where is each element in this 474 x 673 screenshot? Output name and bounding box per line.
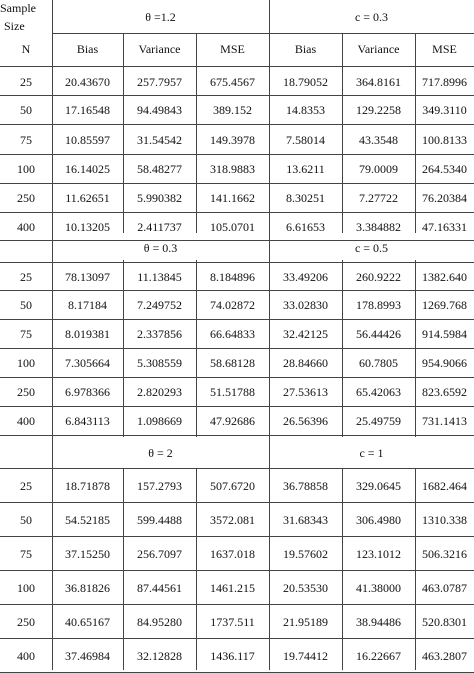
value-cell: 5.990382 bbox=[137, 191, 182, 205]
row-divider bbox=[0, 348, 474, 349]
row-divider bbox=[0, 570, 474, 571]
value-cell: 178.8993 bbox=[356, 298, 401, 312]
sample-size-cell: 75 bbox=[20, 547, 32, 561]
value-cell: 364.8161 bbox=[356, 75, 401, 89]
value-cell: 7.249752 bbox=[137, 298, 182, 312]
value-cell: 20.53530 bbox=[283, 581, 328, 595]
value-cell: 731.1413 bbox=[422, 414, 467, 428]
value-cell: 32.42125 bbox=[283, 327, 328, 341]
value-cell: 11.62651 bbox=[65, 191, 110, 205]
sample-size-cell: 400 bbox=[17, 220, 35, 234]
value-cell: 47.16331 bbox=[422, 220, 467, 234]
header-bottom-line bbox=[0, 66, 474, 67]
header-col-variance: Variance bbox=[357, 42, 400, 56]
value-cell: 27.53613 bbox=[283, 385, 328, 399]
row-divider bbox=[0, 604, 474, 605]
header-sample-label: Sample bbox=[0, 1, 36, 15]
value-cell: 389.152 bbox=[213, 103, 252, 117]
value-cell: 2.411737 bbox=[137, 220, 182, 234]
value-cell: 507.6720 bbox=[210, 479, 255, 493]
section-title-divider bbox=[0, 262, 474, 263]
sample-size-cell: 25 bbox=[20, 75, 32, 89]
value-cell: 28.84660 bbox=[283, 356, 328, 370]
value-cell: 3572.081 bbox=[210, 513, 255, 527]
row-divider bbox=[0, 183, 474, 184]
column-divider bbox=[342, 260, 343, 437]
value-cell: 157.2793 bbox=[137, 479, 182, 493]
value-cell: 78.13097 bbox=[65, 270, 110, 284]
value-cell: 2.820293 bbox=[137, 385, 182, 399]
column-divider bbox=[123, 33, 124, 233]
row-divider bbox=[0, 240, 474, 241]
sample-size-cell: 50 bbox=[20, 513, 32, 527]
value-cell: 1682.464 bbox=[422, 479, 467, 493]
sample-size-cell: 25 bbox=[20, 270, 32, 284]
value-cell: 6.61653 bbox=[286, 220, 325, 234]
value-cell: 123.1012 bbox=[356, 547, 401, 561]
value-cell: 40.65167 bbox=[65, 615, 110, 629]
header-col-bias: Bias bbox=[76, 42, 99, 56]
value-cell: 38.94486 bbox=[356, 615, 401, 629]
value-cell: 675.4567 bbox=[210, 75, 255, 89]
sample-size-cell: 400 bbox=[17, 414, 35, 428]
value-cell: 3.384882 bbox=[356, 220, 401, 234]
sample-size-cell: 250 bbox=[17, 615, 35, 629]
value-cell: 56.44426 bbox=[356, 327, 401, 341]
row-divider bbox=[0, 95, 474, 96]
value-cell: 87.44561 bbox=[137, 581, 182, 595]
value-cell: 84.95280 bbox=[137, 615, 182, 629]
column-divider bbox=[415, 260, 416, 437]
header-col-mse: MSE bbox=[220, 42, 245, 56]
value-cell: 16.22667 bbox=[356, 649, 401, 663]
sample-size-cell: 100 bbox=[17, 356, 35, 370]
value-cell: 31.68343 bbox=[283, 513, 328, 527]
value-cell: 60.7805 bbox=[359, 356, 398, 370]
value-cell: 36.78858 bbox=[283, 479, 328, 493]
sample-size-cell: 100 bbox=[17, 581, 35, 595]
value-cell: 914.5984 bbox=[422, 327, 467, 341]
value-cell: 1.098669 bbox=[137, 414, 182, 428]
value-cell: 717.8996 bbox=[422, 75, 467, 89]
sample-size-cell: 50 bbox=[20, 298, 32, 312]
value-cell: 463.0787 bbox=[422, 581, 467, 595]
value-cell: 31.54542 bbox=[137, 133, 182, 147]
value-cell: 17.16548 bbox=[65, 103, 110, 117]
value-cell: 6.978366 bbox=[65, 385, 110, 399]
value-cell: 51.51788 bbox=[210, 385, 255, 399]
value-cell: 129.2258 bbox=[356, 103, 401, 117]
value-cell: 8.30251 bbox=[286, 191, 325, 205]
value-cell: 47.92686 bbox=[210, 414, 255, 428]
value-cell: 43.3548 bbox=[359, 133, 398, 147]
value-cell: 1382.640 bbox=[422, 270, 467, 284]
value-cell: 58.48277 bbox=[137, 162, 182, 176]
value-cell: 33.49206 bbox=[283, 270, 328, 284]
value-cell: 2.337856 bbox=[137, 327, 182, 341]
column-divider bbox=[269, 0, 270, 670]
value-cell: 10.13205 bbox=[65, 220, 110, 234]
value-cell: 260.9222 bbox=[356, 270, 401, 284]
value-cell: 520.8301 bbox=[422, 615, 467, 629]
header-col-variance: Variance bbox=[138, 42, 181, 56]
value-cell: 25.49759 bbox=[356, 414, 401, 428]
value-cell: 954.9066 bbox=[422, 356, 467, 370]
value-cell: 5.308559 bbox=[137, 356, 182, 370]
value-cell: 1461.215 bbox=[210, 581, 255, 595]
value-cell: 10.85597 bbox=[65, 133, 110, 147]
row-divider bbox=[0, 154, 474, 155]
value-cell: 1269.768 bbox=[422, 298, 467, 312]
sample-size-cell: 75 bbox=[20, 327, 32, 341]
value-cell: 8.184896 bbox=[210, 270, 255, 284]
header-size-label: Size bbox=[4, 19, 25, 33]
value-cell: 1310.338 bbox=[422, 513, 467, 527]
section-3-right-title: c = 1 bbox=[359, 446, 384, 460]
value-cell: 18.71878 bbox=[65, 479, 110, 493]
column-divider bbox=[196, 33, 197, 233]
value-cell: 37.46984 bbox=[65, 649, 110, 663]
row-divider bbox=[0, 406, 474, 407]
sample-size-cell: 100 bbox=[17, 162, 35, 176]
value-cell: 8.17184 bbox=[68, 298, 107, 312]
row-divider bbox=[0, 290, 474, 291]
value-cell: 76.20384 bbox=[422, 191, 467, 205]
value-cell: 13.6211 bbox=[286, 162, 325, 176]
value-cell: 94.49843 bbox=[137, 103, 182, 117]
header-split-line bbox=[52, 33, 474, 34]
value-cell: 7.305664 bbox=[65, 356, 110, 370]
value-cell: 19.57602 bbox=[283, 547, 328, 561]
value-cell: 37.15250 bbox=[65, 547, 110, 561]
value-cell: 318.9883 bbox=[210, 162, 255, 176]
column-divider bbox=[123, 260, 124, 437]
value-cell: 11.13845 bbox=[137, 270, 182, 284]
value-cell: 58.68128 bbox=[210, 356, 255, 370]
sample-size-cell: 400 bbox=[17, 649, 35, 663]
column-divider bbox=[342, 33, 343, 233]
value-cell: 19.74412 bbox=[283, 649, 328, 663]
value-cell: 1637.018 bbox=[210, 547, 255, 561]
column-divider bbox=[52, 0, 53, 670]
value-cell: 21.95189 bbox=[283, 615, 328, 629]
section-title-divider bbox=[0, 468, 474, 469]
sample-size-cell: 25 bbox=[20, 479, 32, 493]
value-cell: 100.8133 bbox=[422, 133, 467, 147]
value-cell: 329.0645 bbox=[356, 479, 401, 493]
column-divider bbox=[415, 468, 416, 670]
value-cell: 105.0701 bbox=[210, 220, 255, 234]
value-cell: 349.3110 bbox=[422, 103, 467, 117]
value-cell: 20.43670 bbox=[65, 75, 110, 89]
row-divider bbox=[0, 377, 474, 378]
value-cell: 74.02872 bbox=[210, 298, 255, 312]
sample-size-cell: 75 bbox=[20, 133, 32, 147]
header-col-bias: Bias bbox=[294, 42, 317, 56]
column-divider bbox=[342, 468, 343, 670]
sample-size-cell: 250 bbox=[17, 385, 35, 399]
value-cell: 264.5340 bbox=[422, 162, 467, 176]
value-cell: 36.81826 bbox=[65, 581, 110, 595]
value-cell: 65.42063 bbox=[356, 385, 401, 399]
row-divider bbox=[0, 435, 474, 436]
section-3-left-title: θ = 2 bbox=[148, 446, 173, 460]
row-divider bbox=[0, 502, 474, 503]
row-divider bbox=[0, 536, 474, 537]
section-2-right-title: c = 0.5 bbox=[354, 241, 389, 255]
column-divider bbox=[196, 260, 197, 437]
value-cell: 1436.117 bbox=[210, 649, 255, 663]
value-cell: 1737.511 bbox=[210, 615, 255, 629]
value-cell: 14.8353 bbox=[286, 103, 325, 117]
row-divider bbox=[0, 319, 474, 320]
value-cell: 26.56396 bbox=[283, 414, 328, 428]
section-1-left-title: θ =1.2 bbox=[145, 10, 176, 24]
value-cell: 6.843113 bbox=[65, 414, 110, 428]
sample-size-cell: 50 bbox=[20, 103, 32, 117]
value-cell: 18.79052 bbox=[283, 75, 328, 89]
value-cell: 7.27722 bbox=[359, 191, 398, 205]
value-cell: 54.52185 bbox=[65, 513, 110, 527]
row-divider bbox=[0, 638, 474, 639]
value-cell: 506.3216 bbox=[422, 547, 467, 561]
value-cell: 7.58014 bbox=[286, 133, 325, 147]
value-cell: 8.019381 bbox=[65, 327, 110, 341]
value-cell: 823.6592 bbox=[422, 385, 467, 399]
column-divider bbox=[123, 468, 124, 670]
section-1-right-title: c = 0.3 bbox=[354, 10, 389, 24]
column-divider bbox=[196, 468, 197, 670]
value-cell: 32.12828 bbox=[137, 649, 182, 663]
value-cell: 33.02830 bbox=[283, 298, 328, 312]
value-cell: 141.1662 bbox=[210, 191, 255, 205]
value-cell: 41.38000 bbox=[356, 581, 401, 595]
value-cell: 66.64833 bbox=[210, 327, 255, 341]
value-cell: 463.2807 bbox=[422, 649, 467, 663]
column-divider bbox=[415, 33, 416, 233]
sample-size-cell: 250 bbox=[17, 191, 35, 205]
row-divider bbox=[0, 124, 474, 125]
value-cell: 79.0009 bbox=[359, 162, 398, 176]
row-divider bbox=[0, 212, 474, 213]
value-cell: 306.4980 bbox=[356, 513, 401, 527]
section-2-left-title: θ = 0.3 bbox=[143, 241, 178, 255]
value-cell: 256.7097 bbox=[137, 547, 182, 561]
value-cell: 599.4488 bbox=[137, 513, 182, 527]
value-cell: 257.7957 bbox=[137, 75, 182, 89]
value-cell: 149.3978 bbox=[210, 133, 255, 147]
header-col-mse: MSE bbox=[432, 42, 457, 56]
value-cell: 16.14025 bbox=[65, 162, 110, 176]
header-n-label: N bbox=[21, 42, 31, 56]
